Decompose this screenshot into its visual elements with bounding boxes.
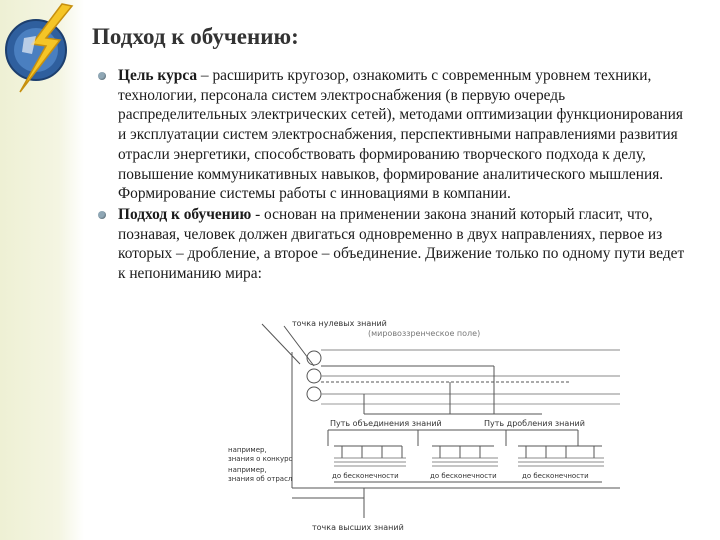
diagram-label-worldview-field: (мировоззренческое поле) xyxy=(368,329,481,338)
bullet-marker-icon xyxy=(98,211,106,219)
diagram-label-path-fragmentation: Путь дробления знаний xyxy=(484,419,585,428)
slide-title: Подход к обучению: xyxy=(92,24,299,49)
bullet-text: - основан на применении закона знаний который гласит, что, познавая, человек должен двигаться одновременно в двух направлениях, первое из которых – дробление, а второе – объединение. Движение только по одному пути ведет к непониманию мира: xyxy=(118,205,685,283)
bullet-marker-icon xyxy=(98,72,106,80)
diagram-side-label: знания об отрасл xyxy=(228,475,293,483)
bullet-learning-approach xyxy=(98,205,688,284)
diagram-side-label: например, xyxy=(228,446,267,454)
diagram-side-label: например, xyxy=(228,466,267,474)
diagram-label-zero-knowledge: точка нулевых знаний xyxy=(292,319,387,328)
diagram-label-highest-knowledge: точка высших знаний xyxy=(312,523,404,532)
diagram-label-infinity: до бесконечности xyxy=(522,472,589,480)
lightning-logo-icon xyxy=(2,2,76,98)
bullet-course-goal xyxy=(98,66,688,204)
bullet-term: Цель курса xyxy=(118,67,198,84)
diagram-label-path-unification: Путь объединения знаний xyxy=(330,419,442,428)
diagram-side-label: знания о конкурс xyxy=(228,455,293,463)
bullet-text: – расширить кругозор, ознакомить с современным уровнем техники, технологии, персонала систем электроснабжения (в первую очередь распределительных электрических сетей), методами оптимизации функционирования и эксплуатации систем электроснабжения, перспективными направлениями развития отрасли энергетики, способствовать формированию творческого подхода к делу, повышение коммуникативных навыков, формирование аналитического мышления. Формирование системы работы с инновациями в компании. xyxy=(118,67,683,203)
knowledge-paths-diagram xyxy=(222,318,620,540)
diagram-label-infinity: до бесконечности xyxy=(332,472,399,480)
diagram-label-infinity: до бесконечности xyxy=(430,472,497,480)
bullet-term: Подход к обучению xyxy=(118,205,252,223)
bullet-list xyxy=(98,66,688,285)
